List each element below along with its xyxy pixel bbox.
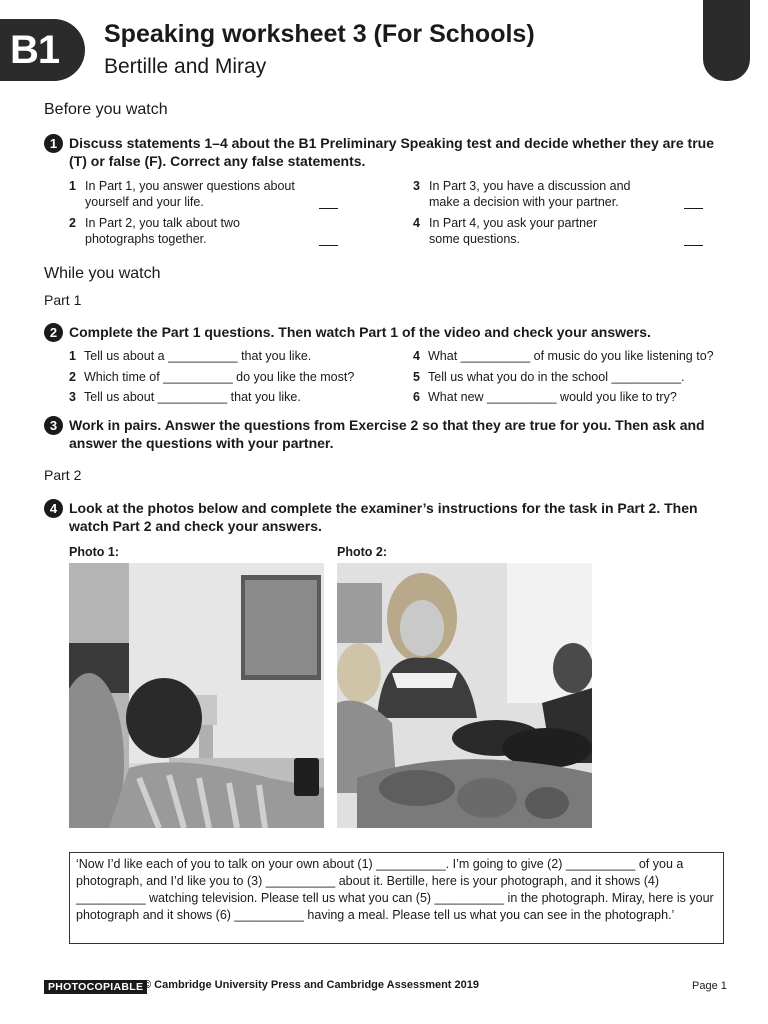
item-number: 1 bbox=[69, 179, 76, 193]
item-text: Tell us about __________ that you like. bbox=[84, 390, 301, 404]
item-text: In Part 1, you answer questions about yourself and your life. bbox=[85, 179, 295, 209]
examiner-instructions-box: ‘Now I’d like each of you to talk on your own about (1) __________. I’m going to give (2) __________ of you a photograph, and I’d like you to (3) __________ about it. Bertille, here is your photograph, and it shows (4) __________ watching television. Please tell us what you can (5) __________ in the photograph. Miray, here is your photograph and it shows (6) __________ having a meal. Please tell us what you can see in the photograph.’ bbox=[69, 852, 724, 944]
exercise-4-number: 4 bbox=[44, 499, 63, 518]
item-number: 6 bbox=[413, 390, 420, 404]
item-text: What __________ of music do you like listening to? bbox=[428, 349, 714, 363]
part-2-heading: Part 2 bbox=[44, 467, 82, 483]
item-text: Tell us about a __________ that you like. bbox=[84, 349, 312, 363]
item-text: In Part 4, you ask your partner some questions. bbox=[429, 216, 598, 246]
answer-line[interactable] bbox=[319, 245, 338, 246]
answer-line[interactable] bbox=[319, 208, 338, 209]
photocopiable-tag: PHOTOCOPIABLE bbox=[44, 980, 147, 994]
section-before-heading: Before you watch bbox=[44, 101, 168, 118]
page-subtitle: Bertille and Miray bbox=[104, 55, 267, 78]
photo-1-label: Photo 1: bbox=[69, 545, 119, 559]
ex2-item bbox=[413, 389, 677, 405]
exercise-4-instruction: Look at the photos below and complete the examiner’s instructions for the task in Part 2. Then watch Part 2 and check your answers. bbox=[69, 500, 698, 534]
item-text: What new __________ would you like to try? bbox=[428, 390, 677, 404]
item-number: 2 bbox=[69, 216, 76, 230]
item-number: 4 bbox=[413, 349, 420, 363]
ex1-item bbox=[413, 178, 673, 210]
page-number: Page 1 bbox=[692, 980, 727, 992]
item-text: In Part 3, you have a discussion and make a decision with your partner. bbox=[429, 179, 631, 209]
photo-2-label: Photo 2: bbox=[337, 545, 387, 559]
ex2-item bbox=[69, 348, 311, 364]
item-number: 3 bbox=[413, 179, 420, 193]
ex2-item bbox=[69, 369, 354, 385]
answer-line[interactable] bbox=[684, 208, 703, 209]
ex2-item bbox=[413, 369, 684, 385]
item-text: Which time of __________ do you like the most? bbox=[84, 370, 355, 384]
photo-2-illustration bbox=[337, 563, 592, 828]
part-1-heading: Part 1 bbox=[44, 292, 82, 308]
item-number: 2 bbox=[69, 370, 76, 384]
photo-1-image bbox=[69, 563, 324, 828]
item-number: 1 bbox=[69, 349, 76, 363]
item-number: 4 bbox=[413, 216, 420, 230]
page-title: Speaking worksheet 3 (For Schools) bbox=[104, 20, 535, 48]
answer-line[interactable] bbox=[684, 245, 703, 246]
corner-tab bbox=[703, 0, 750, 81]
item-number: 3 bbox=[69, 390, 76, 404]
level-badge: B1 bbox=[0, 19, 85, 81]
ex2-item bbox=[413, 348, 714, 364]
item-number: 5 bbox=[413, 370, 420, 384]
exercise-3-number: 3 bbox=[44, 416, 63, 435]
item-text: In Part 2, you talk about two photographs together. bbox=[85, 216, 240, 246]
exercise-2-number: 2 bbox=[44, 323, 63, 342]
exercise-2-instruction: Complete the Part 1 questions. Then watch Part 1 of the video and check your answers. bbox=[69, 324, 651, 340]
item-text: Tell us what you do in the school __________. bbox=[428, 370, 685, 384]
exercise-1-number: 1 bbox=[44, 134, 63, 153]
exercise-1-instruction: Discuss statements 1–4 about the B1 Preliminary Speaking test and decide whether they are true (T) or false (F). Correct any false statements. bbox=[69, 135, 714, 169]
photo-2-image bbox=[337, 563, 592, 828]
section-while-heading: While you watch bbox=[44, 265, 161, 282]
ex2-item bbox=[69, 389, 301, 405]
photo-1-illustration bbox=[69, 563, 324, 828]
exercise-3-instruction: Work in pairs. Answer the questions from Exercise 2 so that they are true for you. Then ask and answer the questions with your partner. bbox=[69, 417, 705, 451]
ex1-item bbox=[69, 178, 317, 210]
copyright-notice: © Cambridge University Press and Cambridge Assessment 2019 bbox=[143, 979, 479, 991]
ex1-item bbox=[69, 215, 317, 247]
ex1-item bbox=[413, 215, 673, 247]
